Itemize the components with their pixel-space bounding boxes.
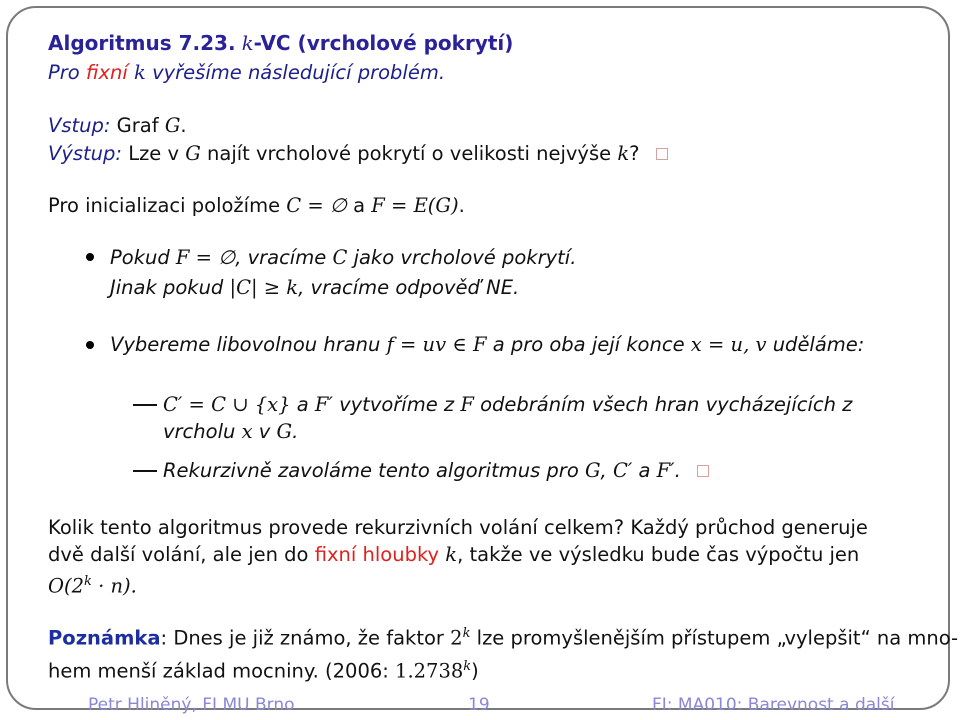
footer-author: Petr Hliněný, FI MU Brno [88, 695, 295, 715]
algorithm-title: Algoritmus 7.23. k-VC (vrcholové pokrytí) [48, 31, 514, 55]
footer-course: FI: MA010: Barevnost a další [652, 695, 895, 715]
footer-page-number: 19 [468, 695, 490, 715]
bullet-icon [86, 253, 94, 261]
sub-item-2: Rekurzivně zavoláme tento algoritmus pro G, C′ a F′. [48, 457, 918, 484]
output-line: Výstup: Lze v G najít vrcholové pokrytí o velikosti nejvýše k? [48, 140, 668, 167]
input-line: Vstup: Graf G. [48, 114, 187, 137]
qed-icon [697, 465, 709, 477]
sub-item-1: C′ = C ∪ {x} a F′ vytvoříme z F odebráním všech hran vycházejících z vrcholu x v G. [48, 391, 918, 445]
intro-line: Pro fixní k vyřešíme následující problém. [48, 61, 446, 84]
bullet-item-2: Vybereme libovolnou hranu f = uv ∈ F a pro oba její konce x = u, v uděláme: [48, 331, 918, 358]
dash-icon [133, 404, 157, 406]
bullet-icon [86, 341, 94, 349]
dash-icon [133, 470, 157, 472]
explanation-paragraph: Kolik tento algoritmus provede rekurzivních volání celkem? Každý průchod generuje dvě další volání, ale jen do fixní hloubky k, takže ve výsledku bude čas výpočtu jen $O(2^k \cdot n)$. [48, 516, 868, 598]
qed-icon [656, 148, 668, 160]
bullet-item-1: Pokud F = ∅, vracíme C jako vrcholové pokrytí. Jinak pokud |C| ≥ k, vracíme odpověď NE. [48, 243, 918, 303]
init-line: Pro inicializaci položíme C = ∅ a F = E(G). [48, 194, 465, 217]
note-paragraph: Poznámka: Dnes je již známo, že faktor 2$^k$ lze promyšlenějším přístupem „vylepšit“ na mno- hem menší základ mocniny. (2006: 1.2738$^k$) [48, 626, 959, 682]
